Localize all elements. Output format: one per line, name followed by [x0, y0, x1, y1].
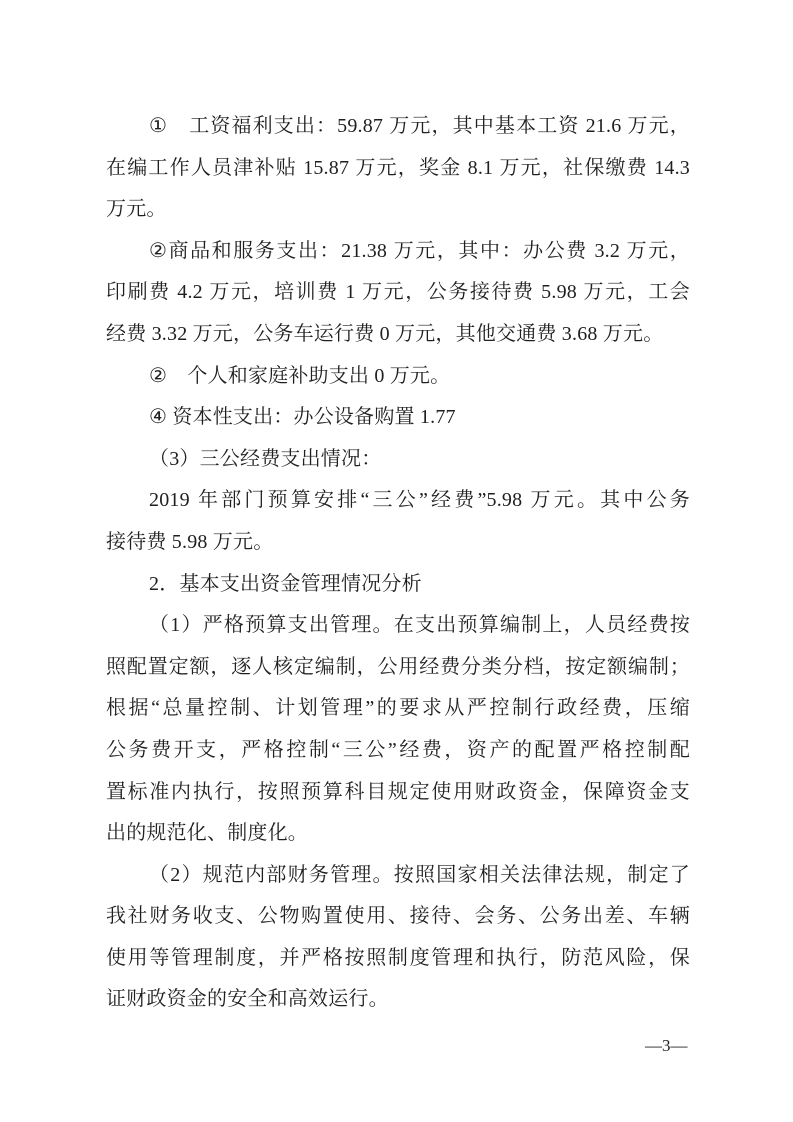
doc-line: 证财政资金的安全和高效运行。 — [106, 988, 389, 1011]
doc-line: ④ 资本性支出：办公设备购置 1.77 — [149, 406, 456, 429]
doc-line: 公务费开支，严格控制“三公”经费，资产的配置严格控制配 — [106, 738, 690, 761]
doc-line: 2．基本支出资金管理情况分析 — [149, 572, 422, 595]
doc-line: 照配置定额，逐人核定编制，公用经费分类分档，按定额编制； — [106, 655, 690, 678]
doc-line: 出的规范化、制度化。 — [106, 822, 308, 845]
doc-line: 在编工作人员津补贴 15.87 万元，奖金 8.1 万元，社保缴费 14.3 — [106, 156, 690, 179]
doc-line: 万元。 — [106, 198, 167, 221]
doc-line: 我社财务收支、公物购置使用、接待、会务、公务出差、车辆 — [106, 905, 690, 928]
page-number: —3— — [645, 1036, 688, 1055]
doc-line: 根据“总量控制、计划管理”的要求从严控制行政经费，压缩 — [106, 697, 690, 720]
doc-line: 置标准内执行，按照预算科目规定使用财政资金，保障资金支 — [106, 780, 690, 803]
doc-line: 使用等管理制度，并严格按照制度管理和执行，防范风险，保 — [106, 946, 690, 969]
doc-line: 印刷费 4.2 万元，培训费 1 万元，公务接待费 5.98 万元，工会 — [106, 281, 690, 304]
doc-line: （3）三公经费支出情况： — [149, 447, 382, 470]
document-body — [106, 106, 690, 1021]
doc-line: 接待费 5.98 万元。 — [106, 530, 274, 553]
doc-line: ② 个人和家庭补助支出 0 万元。 — [149, 364, 451, 387]
doc-line: ① 工资福利支出：59.87 万元，其中基本工资 21.6 万元， — [149, 115, 690, 137]
doc-line: （1）严格预算支出管理。在支出预算编制上，人员经费按 — [149, 614, 690, 637]
doc-line: 2019 年部门预算安排“三公”经费”5.98 万元。其中公务 — [149, 489, 690, 512]
doc-line: 经费 3.32 万元，公务车运行费 0 万元，其他交通费 3.68 万元。 — [106, 322, 664, 345]
doc-line: ②商品和服务支出：21.38 万元，其中：办公费 3.2 万元， — [149, 239, 690, 262]
doc-line: （2）规范内部财务管理。按照国家相关法律法规，制定了 — [149, 863, 690, 886]
